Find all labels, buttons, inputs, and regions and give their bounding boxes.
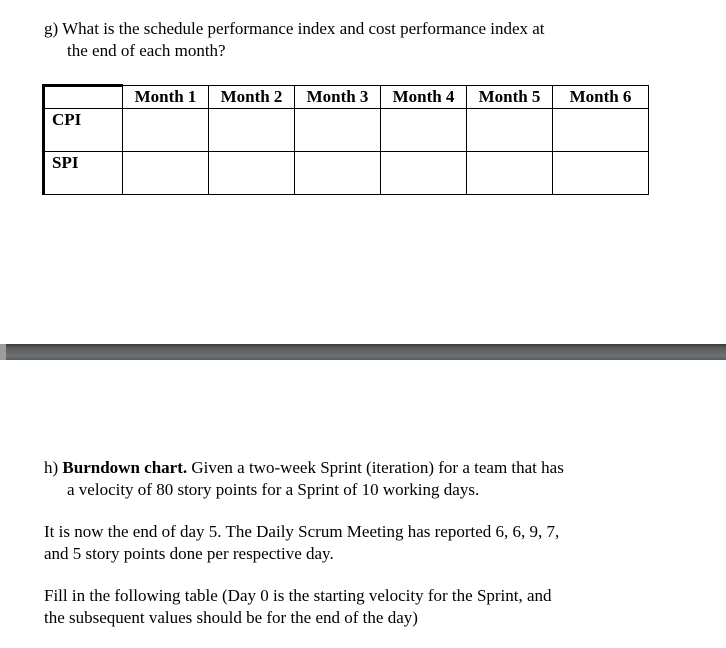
question-h-label: h) <box>44 458 59 477</box>
page-break-divider <box>0 344 726 360</box>
instructions-line-2: the subsequent values should be for the end of the day) <box>44 608 418 627</box>
question-h-title: Burndown chart. <box>62 458 188 477</box>
column-header-month-2: Month 2 <box>209 86 295 109</box>
column-header-month-1: Month 1 <box>123 86 209 109</box>
column-header-month-6: Month 6 <box>553 86 649 109</box>
cpi-month-2-cell[interactable] <box>209 109 295 152</box>
column-header-month-3: Month 3 <box>295 86 381 109</box>
row-header-spi: SPI <box>44 152 123 195</box>
table-header-row <box>44 86 649 109</box>
instructions-line-1: Fill in the following table (Day 0 is the starting velocity for the Sprint, and <box>44 586 552 605</box>
question-g-text-2: the end of each month? <box>67 41 226 60</box>
page-break-notch <box>0 344 6 360</box>
question-h-line-1 <box>44 457 684 479</box>
status-paragraph <box>44 521 684 565</box>
status-line-2: and 5 story points done per respective day. <box>44 544 334 563</box>
cpi-spi-table <box>42 84 649 195</box>
status-line-1: It is now the end of day 5. The Daily Scrum Meeting has reported 6, 6, 9, 7, <box>44 522 560 541</box>
table-row-cpi <box>44 109 649 152</box>
cpi-month-4-cell[interactable] <box>381 109 467 152</box>
column-header-month-5: Month 5 <box>467 86 553 109</box>
question-h-text-1: Given a two-week Sprint (iteration) for a team that has <box>191 458 564 477</box>
question-g <box>44 18 684 62</box>
table-row-spi <box>44 152 649 195</box>
cpi-month-6-cell[interactable] <box>553 109 649 152</box>
column-header-month-4: Month 4 <box>381 86 467 109</box>
cpi-month-1-cell[interactable] <box>123 109 209 152</box>
spi-month-6-cell[interactable] <box>553 152 649 195</box>
instructions-paragraph <box>44 585 684 629</box>
question-g-line-1 <box>44 18 684 40</box>
question-h <box>44 457 684 501</box>
row-header-cpi: CPI <box>44 109 123 152</box>
question-g-label: g) <box>44 19 59 38</box>
question-g-text-1: What is the schedule performance index and cost performance index at <box>62 19 545 38</box>
cpi-month-3-cell[interactable] <box>295 109 381 152</box>
table-corner-cell <box>44 86 123 109</box>
question-h-text-2: a velocity of 80 story points for a Sprint of 10 working days. <box>67 480 480 499</box>
spi-month-4-cell[interactable] <box>381 152 467 195</box>
spi-month-2-cell[interactable] <box>209 152 295 195</box>
spi-month-5-cell[interactable] <box>467 152 553 195</box>
cpi-month-5-cell[interactable] <box>467 109 553 152</box>
spi-month-3-cell[interactable] <box>295 152 381 195</box>
spi-month-1-cell[interactable] <box>123 152 209 195</box>
